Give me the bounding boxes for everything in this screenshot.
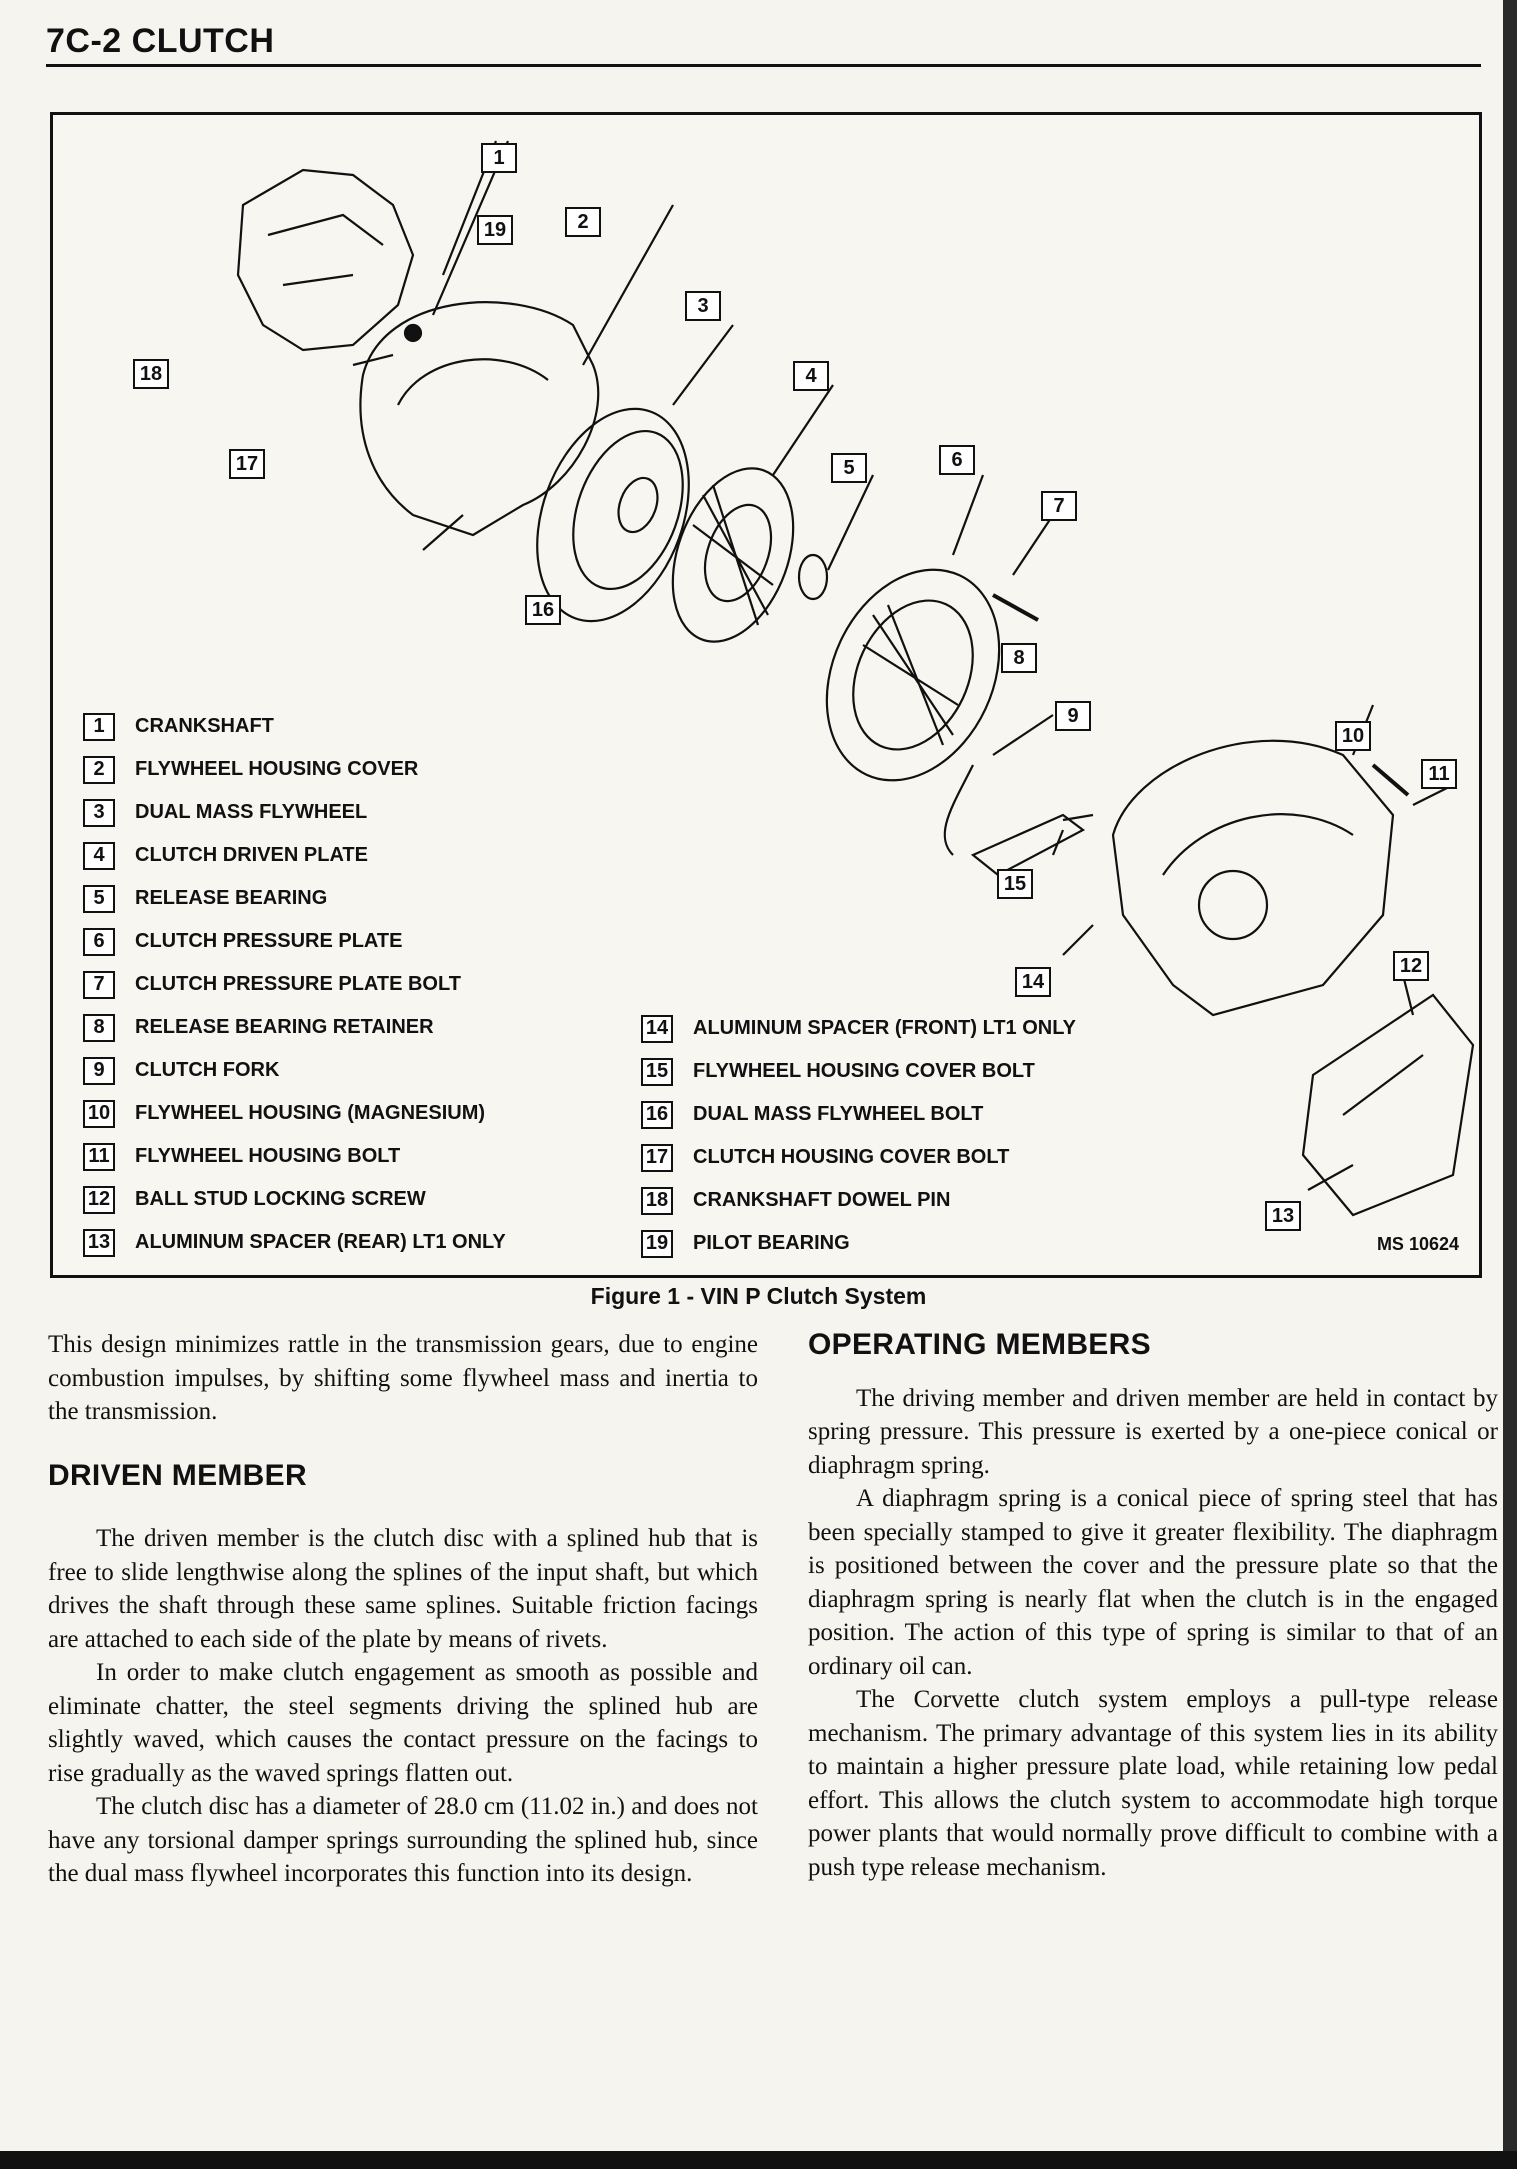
legend-row xyxy=(641,1136,1076,1179)
legend-row xyxy=(83,1221,506,1264)
legend-label: CLUTCH PRESSURE PLATE BOLT xyxy=(135,973,461,995)
callout-2: 2 xyxy=(565,207,601,237)
legend-label: CLUTCH PRESSURE PLATE xyxy=(135,930,403,952)
legend-label: ALUMINUM SPACER (FRONT) LT1 ONLY xyxy=(693,1017,1076,1039)
callout-13: 13 xyxy=(1265,1201,1301,1231)
callout-12: 12 xyxy=(1393,951,1429,981)
callout-3: 3 xyxy=(685,291,721,321)
header-rule xyxy=(46,64,1481,67)
legend-row xyxy=(641,1179,1076,1222)
callout-4: 4 xyxy=(793,361,829,391)
legend-num: 5 xyxy=(83,885,115,913)
scan-bottom-edge xyxy=(0,2151,1517,2169)
callout-11: 11 xyxy=(1421,759,1457,789)
callout-10: 10 xyxy=(1335,721,1371,751)
legend-num: 14 xyxy=(641,1015,673,1043)
callout-19: 19 xyxy=(477,215,513,245)
legend-num: 8 xyxy=(83,1014,115,1042)
operating-members-heading: OPERATING MEMBERS xyxy=(808,1328,1151,1361)
legend-label: PILOT BEARING xyxy=(693,1232,850,1254)
legend-num: 6 xyxy=(83,928,115,956)
page-header: 7C-2 CLUTCH xyxy=(46,22,275,60)
legend-label: DUAL MASS FLYWHEEL BOLT xyxy=(693,1103,984,1125)
legend-row xyxy=(83,1135,506,1178)
legend-row xyxy=(83,1092,506,1135)
callout-6: 6 xyxy=(939,445,975,475)
callout-14: 14 xyxy=(1015,967,1051,997)
legend-row xyxy=(641,1222,1076,1265)
legend-label: ALUMINUM SPACER (REAR) LT1 ONLY xyxy=(135,1231,506,1253)
intro-paragraph: This design minimizes rattle in the transmission gears, due to engine combustion impulses, by shifting some flywheel mass and inertia to the transmission. xyxy=(48,1331,758,1425)
legend-num: 3 xyxy=(83,799,115,827)
legend-num: 18 xyxy=(641,1187,673,1215)
legend-row xyxy=(83,877,506,920)
legend-label: CLUTCH HOUSING COVER BOLT xyxy=(693,1146,1010,1168)
legend-num: 7 xyxy=(83,971,115,999)
legend-row xyxy=(83,791,506,834)
callout-16: 16 xyxy=(525,595,561,625)
release-bearing-shape xyxy=(799,555,827,599)
callout-9: 9 xyxy=(1055,701,1091,731)
legend-label: CRANKSHAFT xyxy=(135,715,274,737)
legend-row xyxy=(641,1050,1076,1093)
legend-left xyxy=(83,705,506,1264)
figure-box xyxy=(50,112,1482,1278)
legend-label: FLYWHEEL HOUSING (MAGNESIUM) xyxy=(135,1102,486,1124)
legend-row xyxy=(83,705,506,748)
legend-row xyxy=(83,834,506,877)
operating-members-p2: A diaphragm spring is a conical piece of spring steel that has been specially stamped to give it greater flexibility. The diaphragm is positioned between the cover and the pressure plate so that the diaphragm spring is nearly flat when the clutch is in the engaged position. The action of this type of spring is similar to that of an ordinary oil can. xyxy=(808,1485,1498,1680)
engine-block-shape xyxy=(238,170,413,350)
driven-member-p3: The clutch disc has a diameter of 28.0 cm (11.02 in.) and does not have any torsional damper springs surrounding the splined hub, since the dual mass flywheel incorporates this function into its design. xyxy=(48,1793,758,1887)
driven-member-p1: The driven member is the clutch disc with a splined hub that is free to slide lengthwise along the splines of the input shaft, but which drives the shaft through these same splines. Suitable friction facings are attached to each side of the plate by means of rivets. xyxy=(48,1525,758,1653)
figure-caption: Figure 1 - VIN P Clutch System xyxy=(590,1283,927,1309)
legend-label: CRANKSHAFT DOWEL PIN xyxy=(693,1189,951,1211)
right-column xyxy=(808,1328,1498,1884)
callout-15: 15 xyxy=(997,869,1033,899)
legend-label: FLYWHEEL HOUSING BOLT xyxy=(135,1145,401,1167)
legend-label: FLYWHEEL HOUSING COVER BOLT xyxy=(693,1060,1035,1082)
clutch-fork-shape xyxy=(973,815,1083,875)
scan-edge xyxy=(1503,0,1517,2169)
legend-row xyxy=(641,1007,1076,1050)
legend-label: BALL STUD LOCKING SCREW xyxy=(135,1188,426,1210)
legend-row xyxy=(83,748,506,791)
figure-code: MS 10624 xyxy=(1376,1234,1459,1254)
legend-num: 2 xyxy=(83,756,115,784)
callout-1: 1 xyxy=(481,143,517,173)
left-column xyxy=(48,1328,758,1891)
callout-5: 5 xyxy=(831,453,867,483)
legend-num: 10 xyxy=(83,1100,115,1128)
callout-18: 18 xyxy=(133,359,169,389)
callout-7: 7 xyxy=(1041,491,1077,521)
legend-label: RELEASE BEARING RETAINER xyxy=(135,1016,434,1038)
driven-member-heading: DRIVEN MEMBER xyxy=(48,1458,307,1492)
legend-row xyxy=(83,920,506,963)
legend-right xyxy=(641,1007,1076,1265)
operating-members-p3: The Corvette clutch system employs a pull-type release mechanism. The primary advantage of this system lies in its ability to maintain a higher pressure plate load, while retaining low pedal effort. This allows the clutch system to accommodate high torque power plants that would normally prove difficult to combine with a push type release mechanism. xyxy=(808,1686,1498,1881)
spacer-shape xyxy=(1303,995,1473,1215)
housing-cover-shape xyxy=(360,302,598,535)
legend-num: 9 xyxy=(83,1057,115,1085)
legend-num: 17 xyxy=(641,1144,673,1172)
legend-num: 12 xyxy=(83,1186,115,1214)
legend-num: 13 xyxy=(83,1229,115,1257)
legend-row xyxy=(83,1006,506,1049)
legend-row xyxy=(83,963,506,1006)
legend-num: 1 xyxy=(83,713,115,741)
legend-num: 19 xyxy=(641,1230,673,1258)
callout-8: 8 xyxy=(1001,643,1037,673)
legend-num: 11 xyxy=(83,1143,115,1171)
legend-label: FLYWHEEL HOUSING COVER xyxy=(135,758,419,780)
callout-17: 17 xyxy=(229,449,265,479)
legend-num: 15 xyxy=(641,1058,673,1086)
legend-label: RELEASE BEARING xyxy=(135,887,328,909)
operating-members-p1: The driving member and driven member are held in contact by spring pressure. This pressure is exerted by a one-piece conical or diaphragm spring. xyxy=(808,1384,1498,1479)
legend-row xyxy=(83,1049,506,1092)
legend-label: DUAL MASS FLYWHEEL xyxy=(135,801,368,823)
legend-label: CLUTCH DRIVEN PLATE xyxy=(135,844,368,866)
driven-member-p2: In order to make clutch engagement as smooth as possible and eliminate chatter, the steel segments driving the splined hub are slightly waved, which causes the contact pressure on the facings to rise gradually as the waved springs flatten out. xyxy=(48,1659,758,1787)
legend-label: CLUTCH FORK xyxy=(135,1059,280,1081)
legend-row xyxy=(83,1178,506,1221)
legend-num: 4 xyxy=(83,842,115,870)
legend-num: 16 xyxy=(641,1101,673,1129)
legend-row xyxy=(641,1093,1076,1136)
